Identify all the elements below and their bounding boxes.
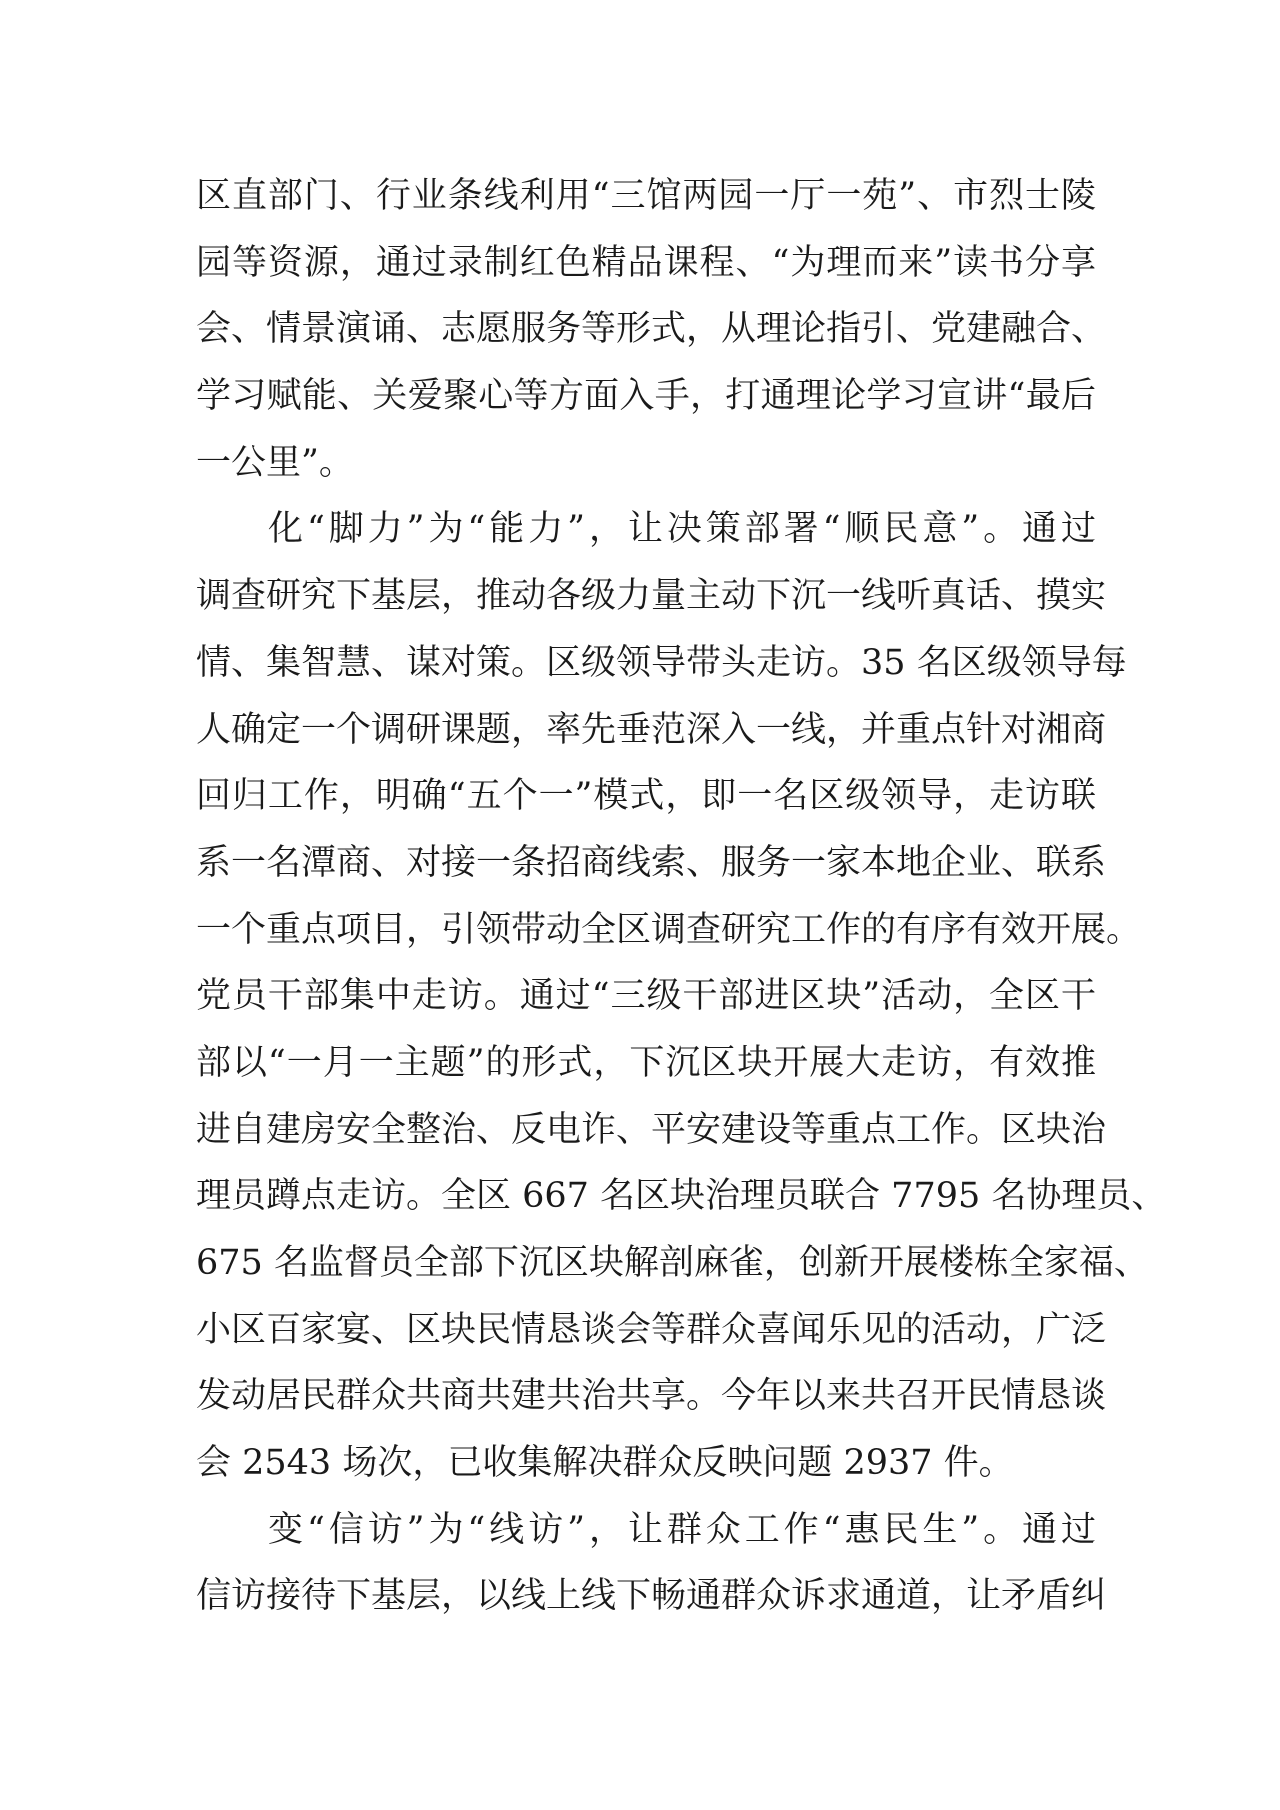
text-line: 发动居民群众共商共建共治共享。今年以来共召开民情恳谈 (196, 1376, 1107, 1417)
text-line: 进自建房安全整治、反电诈、平安建设等重点工作。区块治 (196, 1109, 1107, 1150)
text-line: 小区百家宴、区块民情恳谈会等群众喜闻乐见的活动，广泛 (196, 1309, 1107, 1350)
text-line: 一个重点项目，引领带动全区调查研究工作的有序有效开展。 (196, 909, 1142, 950)
text-line: 会 2543 场次，已收集解决群众反映问题 2937 件。 (196, 1443, 1014, 1484)
text-line: 回归工作，明确“五个一”模式，即一名区级领导，走访联 (196, 776, 1096, 817)
text-line: 部以“一月一主题”的形式，下沉区块开展大走访，有效推 (196, 1042, 1096, 1083)
text-line: 园等资源，通过录制红色精品课程、“为理而来”读书分享 (196, 242, 1096, 283)
text-line: 675 名监督员全部下沉区块解剖麻雀，创新开展楼栋全家福、 (196, 1243, 1149, 1283)
text-line: 人确定一个调研课题，率先垂范深入一线，并重点针对湘商 (196, 709, 1107, 750)
text-line: 理员蹲点走访。全区 667 名区块治理员联合 7795 名协理员、 (196, 1176, 1167, 1217)
paragraph-first-line: 化“脚力”为“能力”，让决策部署“顺民意”。通过 (268, 509, 1096, 550)
text-line: 区直部门、行业条线利用“三馆两园一厅一苑”、市烈士陵 (196, 176, 1096, 216)
body-text (196, 163, 1167, 1630)
text-line: 系一名潭商、对接一条招商线索、服务一家本地企业、联系 (196, 842, 1107, 883)
paragraph-first-line: 变“信访”为“线访”，让群众工作“惠民生”。通过 (268, 1509, 1096, 1550)
text-line: 会、情景演诵、志愿服务等形式，从理论指引、党建融合、 (196, 309, 1107, 350)
text-line: 学习赋能、关爱聚心等方面入手，打通理论学习宣讲“最后 (196, 376, 1096, 417)
text-line: 一公里”。 (196, 442, 354, 483)
text-line: 信访接待下基层，以线上线下畅通群众诉求通道，让矛盾纠 (196, 1576, 1107, 1617)
text-line: 调查研究下基层，推动各级力量主动下沉一线听真话、摸实 (196, 576, 1107, 617)
text-line: 党员干部集中走访。通过“三级干部进区块”活动，全区干 (196, 976, 1096, 1017)
text-line: 情、集智慧、谋对策。区级领导带头走访。35 名区级领导每 (196, 642, 1127, 683)
